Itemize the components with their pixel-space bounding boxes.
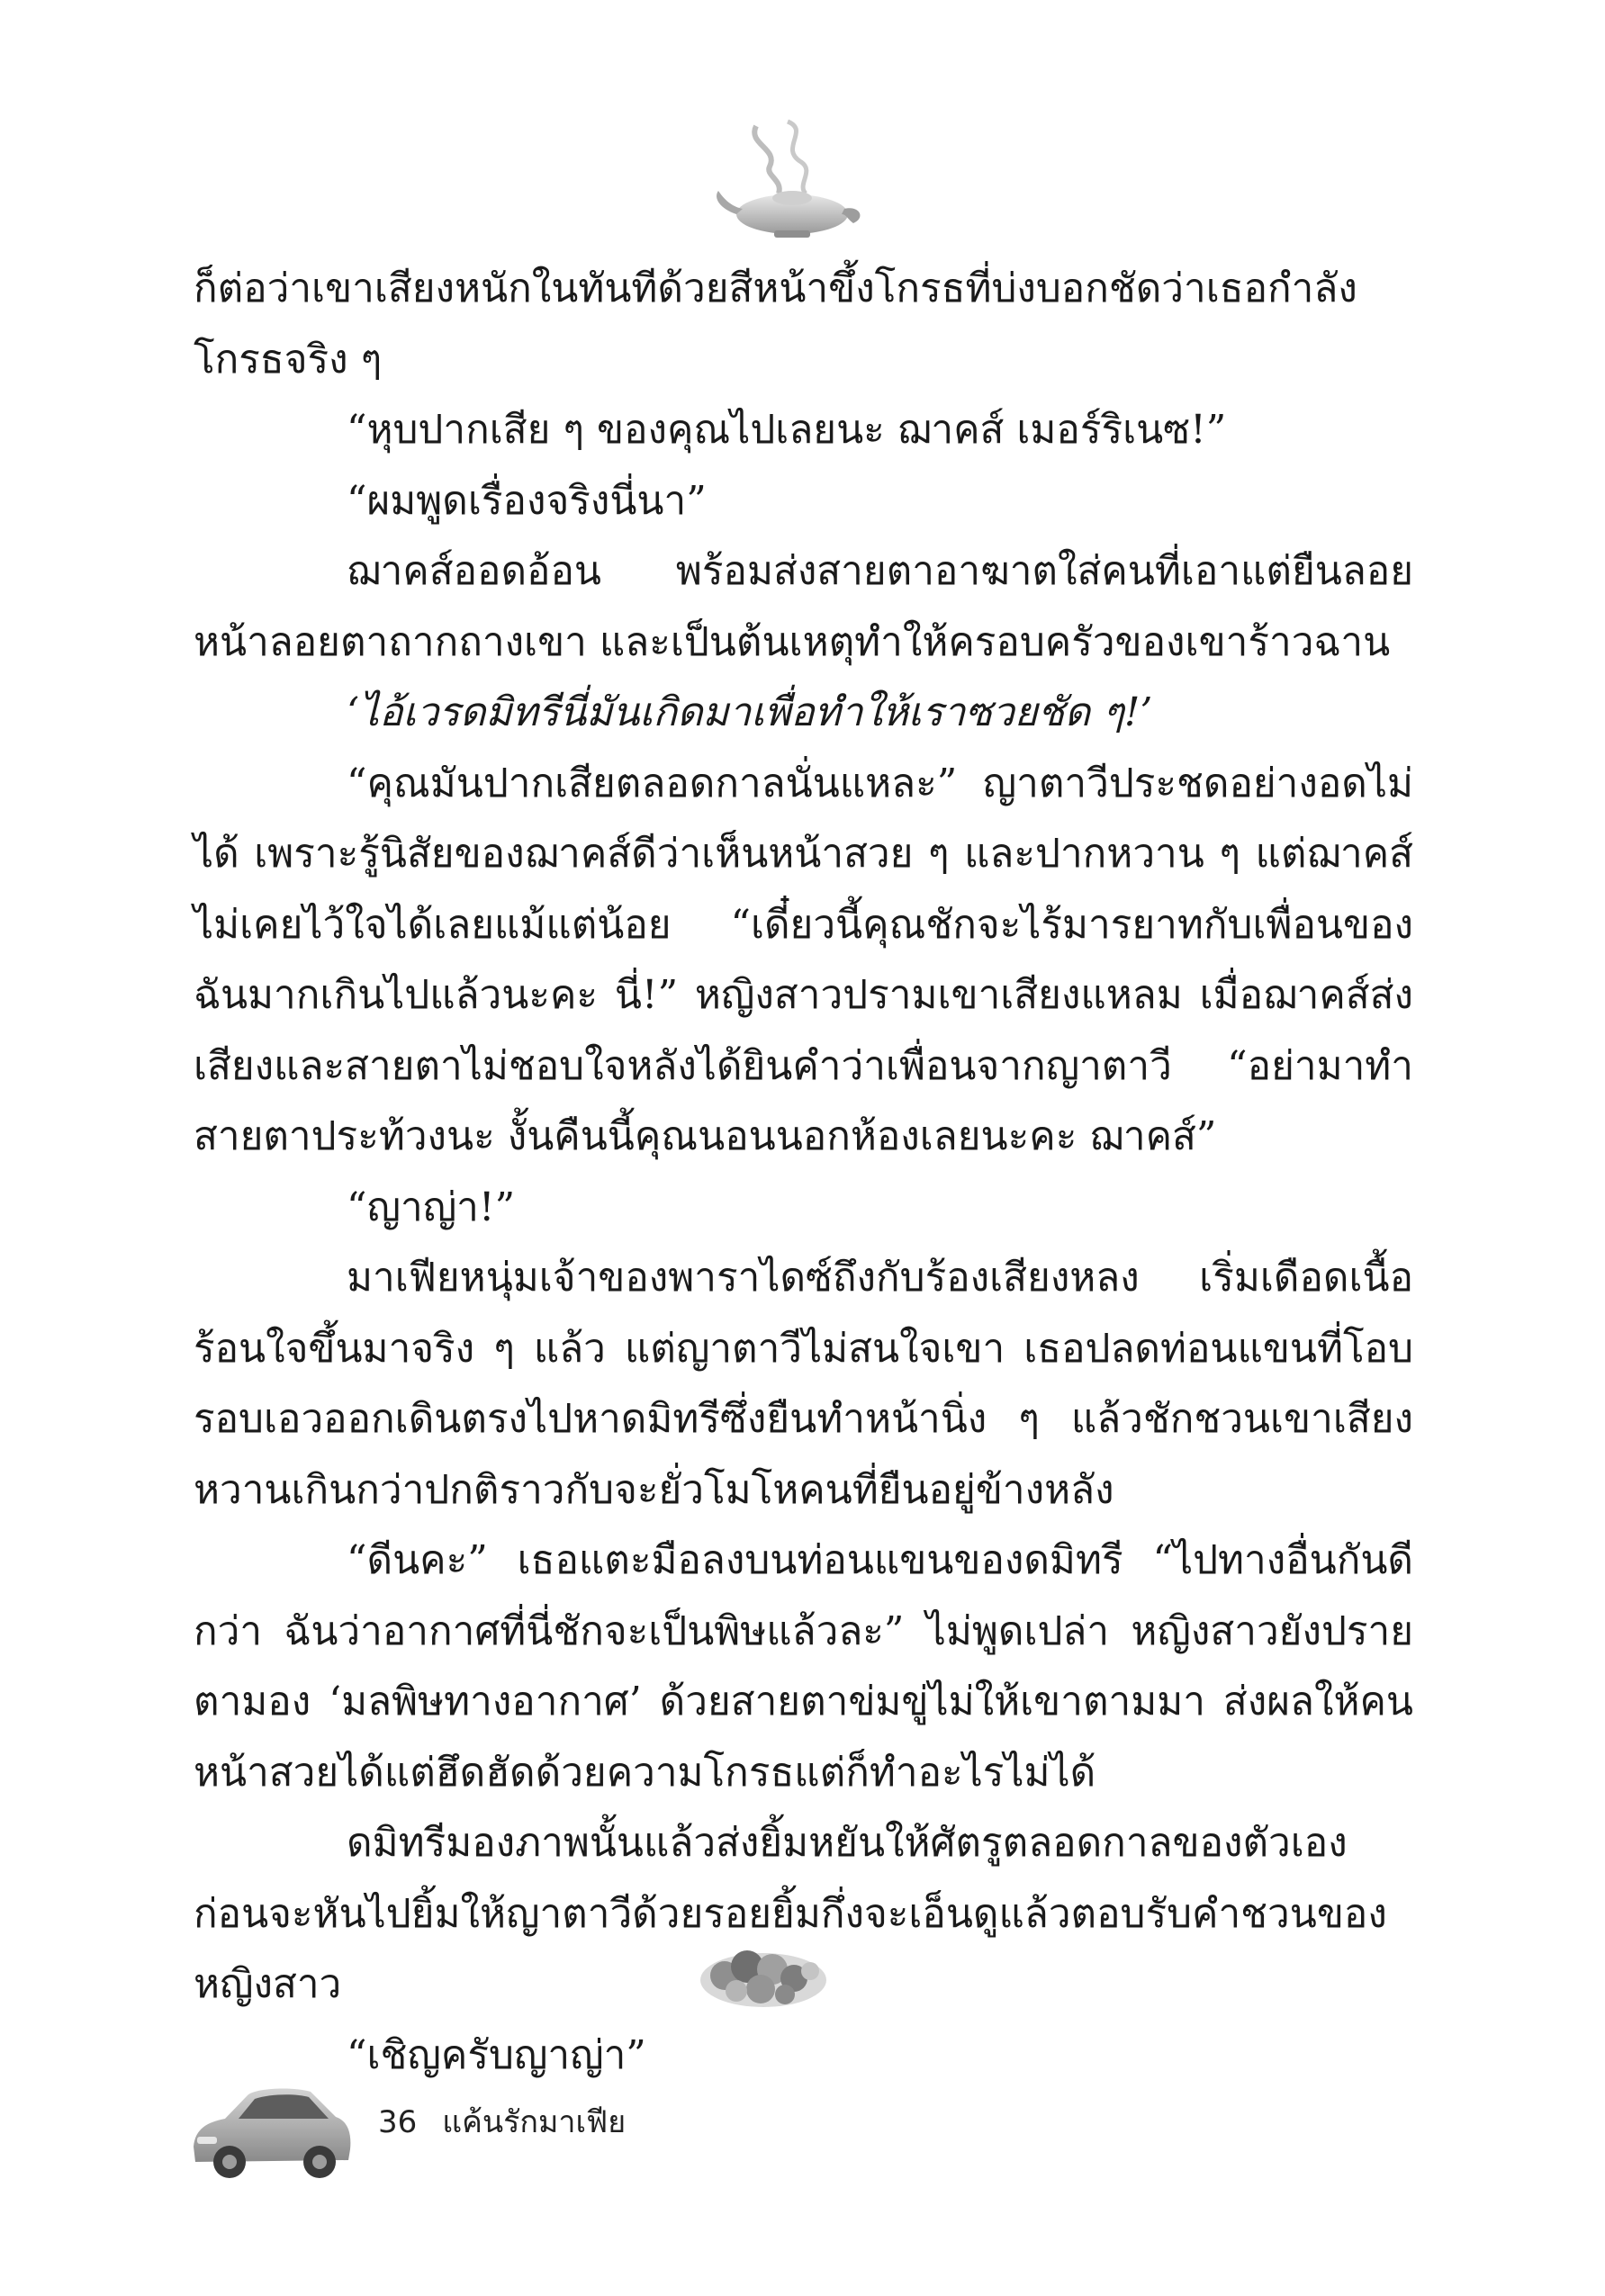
- paragraph: “ญาญ่า!”: [347, 1184, 516, 1230]
- paragraph: ดมิทรีมองภาพนั้นแล้วส่งยิ้มหยันให้ศัตรูตลอดกาลของตัวเองก่อนจะหันไปยิ้มให้ญาตาวีด้วยรอยยิ้มกึ่งจะเอ็นดูแล้วตอบรับคำชวนของหญิงสาว: [194, 1820, 1387, 2007]
- flower-cluster-ornament-icon: [684, 1935, 842, 2016]
- paragraph: มาเฟียหนุ่มเจ้าของพาราไดซ์ถึงกับร้องเสียงหลง เริ่มเดือดเนื้อร้อนใจขึ้นมาจริง ๆ แล้ว แต่ญาตาวีไม่สนใจเขา เธอปลดท่อนแขนที่โอบรอบเอวออกเดินตรงไปหาดมิทรีซึ่งยืนทำหน้านิ่ง ๆ แล้วชักชวนเขาเสียงหวานเกินกว่าปกติราวกับจะยั่วโมโหคนที่ยืนอยู่ข้างหลัง: [194, 1255, 1413, 1513]
- paragraph: ก็ต่อว่าเขาเสียงหนักในทันทีด้วยสีหน้าขึ้งโกรธที่บ่งบอกชัดว่าเธอกำลังโกรธจริง ๆ: [194, 266, 1357, 383]
- paragraph: “หุบปากเสีย ๆ ของคุณไปเลยนะ ฌาคส์ เมอร์ริเนซ!”: [347, 407, 1227, 453]
- paragraph: “คุณมันปากเสียตลอดกาลนั่นแหละ” ญาตาวีประชดอย่างอดไม่ได้ เพราะรู้นิสัยของฌาคส์ดีว่าเห็นหน้าสวย ๆ และปากหวาน ๆ แต่ฌาคส์ไม่เคยไว้ใจได้เลยแม้แต่น้อย “เดี๋ยวนี้คุณชักจะไร้มารยาทกับเพื่อนของฉันมากเกินไปแล้วนะคะ นี่!” หญิงสาวปรามเขาเสียงแหลม เมื่อฌาคส์ส่งเสียงและสายตาไม่ชอบใจหลังได้ยินคำว่าเพื่อนจากญาตาวี “อย่ามาทำสายตาประท้วงนะ งั้นคืนนี้คุณนอนนอกห้องเลยนะคะ ฌาคส์”: [194, 760, 1413, 1159]
- body-text: [194, 254, 1413, 2091]
- paragraph: ‘ไอ้เวรดมิทรีนี่มันเกิดมาเพื่อทำให้เราซวยชัด ๆ!’: [347, 689, 1153, 735]
- paragraph: “ผมพูดเรื่องจริงนี่นา”: [347, 477, 707, 524]
- paragraph: “เชิญครับญาญ่า”: [347, 2031, 646, 2078]
- page-number: 36: [378, 2104, 418, 2140]
- book-title: แค้นรักมาเฟีย: [442, 2104, 627, 2140]
- page-folio: [378, 2097, 651, 2146]
- teapot-lamp-ornament-icon: [693, 108, 873, 248]
- car-icon: [185, 2061, 356, 2196]
- paragraph: ฌาคส์ออดอ้อน พร้อมส่งสายตาอาฆาตใส่คนที่เอาแต่ยืนลอยหน้าลอยตาถากถางเขา และเป็นต้นเหตุทำให้ครอบครัวของเขาร้าวฉาน: [194, 548, 1413, 665]
- page-footer: [185, 2061, 905, 2223]
- paragraph: “ดีนคะ” เธอแตะมือลงบนท่อนแขนของดมิทรี “ไปทางอื่นกันดีกว่า ฉันว่าอากาศที่นี่ชักจะเป็นพิษแล้วละ” ไม่พูดเปล่า หญิงสาวยังปรายตามอง ‘มลพิษทางอากาศ’ ด้วยสายตาข่มขู่ไม่ให้เขาตามมา ส่งผลให้คนหน้าสวยได้แต่ฮึดฮัดด้วยความโกรธแต่ก็ทำอะไรไม่ได้: [194, 1537, 1413, 1796]
